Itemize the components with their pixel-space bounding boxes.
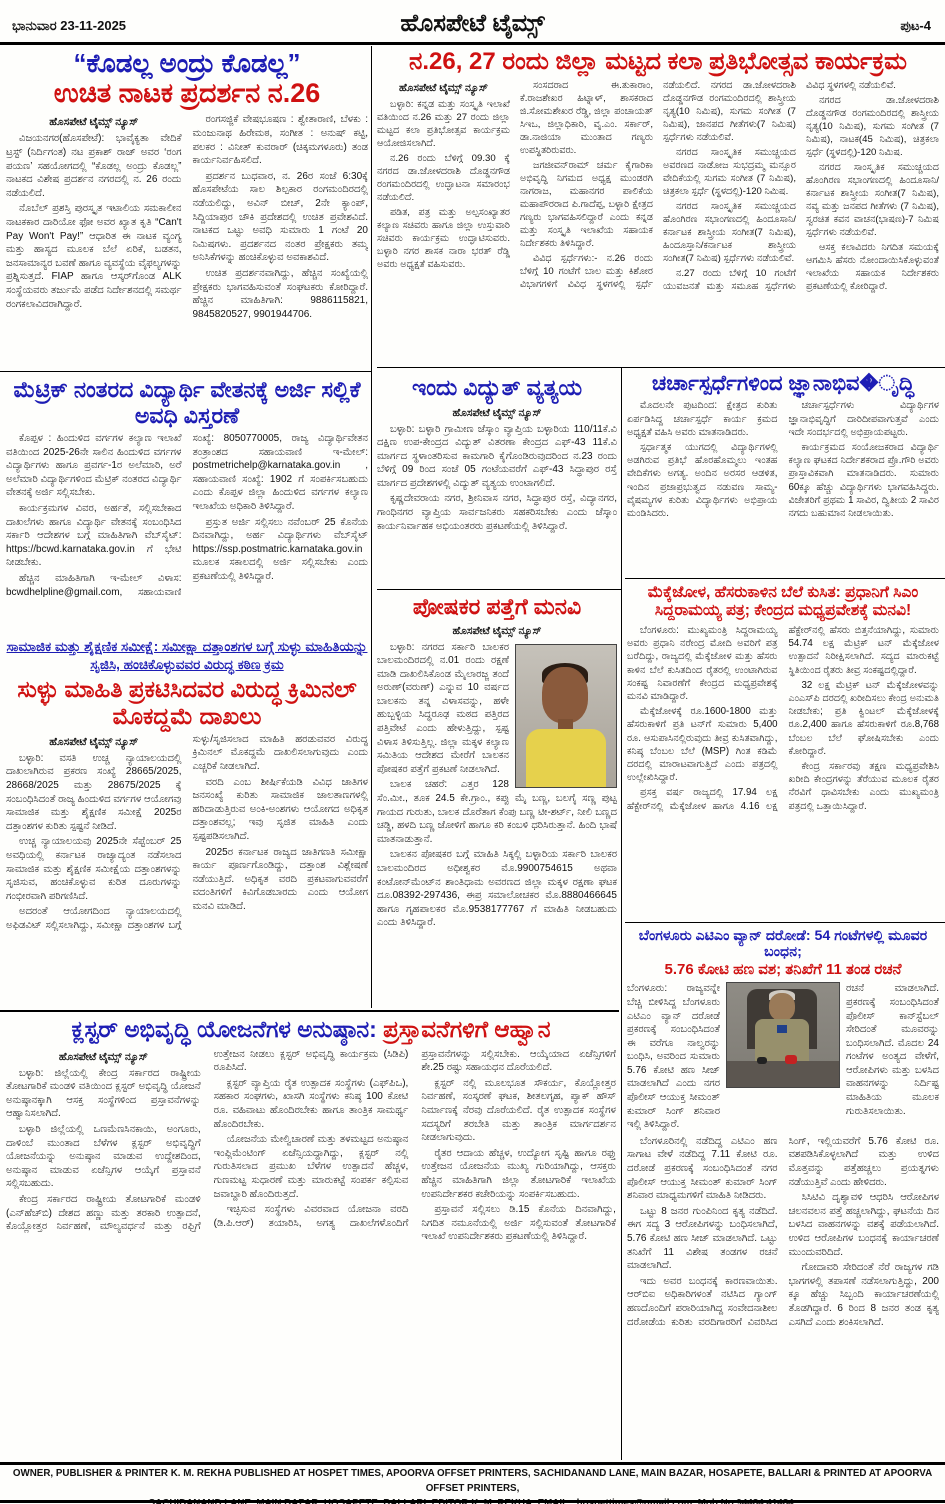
section-divider [377,589,621,590]
body-paragraph: ಬಳ್ಳಾರಿ: ಕನ್ನಡ ಮತ್ತು ಸಂಸ್ಕೃತಿ ಇಲಾಖೆ ವತಿಯಿಂದ ನ.26 ಮತ್ತು 27 ರಂದು ಜಿಲ್ಲಾ ಮಟ್ಟದ ಕಲಾ ಪ್ರತಿಭೋತ್ಸವ ಕಾರ್ಯಕ್ರಮ ಆಯೋಜಿಸಲಾಗಿದೆ. [377,98,510,149]
body-paragraph: ನಗರದ ಸಾಂಸ್ಕೃತಿಕ ಸಮುಚ್ಚಯದ ಹೊಂಗಿರಣ ಸಭಾಂಗಣದಲ್ಲಿ ಹಿಂದೂಸಾನಿ/ಕರ್ನಾಟಕ ಶಾಸ್ತ್ರೀಯ ಸಂಗೀತ(7 ನಿಮಿಷ), ಹಿಂದೂಸ್ತಾನಿ/ಕರ್ನಾಟಕ ಶಾಸ್ತ್ರೀಯ ಸಂಗೀತ(7 ನಿಮಿಷ) ಸ್ಪರ್ಧೆಗಳು ನಡೆಯಲಿವೆ. [663,200,796,264]
article-atm-robbery [627,928,939,1458]
headline: ಸುಳ್ಳು ಮಾಹಿತಿ ಪ್ರಕಟಿಸಿದವರ ವಿರುದ್ಧ ಕ್ರಿಮಿನಲ್ ಮೊಕದ್ದಮೆ ದಾಖಲು [17,676,357,730]
body-paragraph: ಸಂಸದರಾದ ಈ.ತುಕಾರಾಂ, ಕೆ.ರಾಜಶೇಖರ ಹಿಟ್ನಾಳ್, ಶಾಸಕರಾದ ಜಿ.ಸೋಮಶೇಖರ ರೆಡ್ಡಿ, ಜಿಲ್ಲಾ ಪಂಚಾಯತ್ ಸಿಇಒ, ಜಿಲ್ಲಾಧಿಕಾರಿ, ವೃ.ಎಂ. ಸರ್ಕಾರ್, ಡಾ.ನಾಜಿಯಾ ಮುಂತಾದ ಗಣ್ಯರು ಉಪಸ್ಥಿತರಿರುವರು. [520,79,653,156]
body-paragraph: ಮೊದಲನೇ ಪುಟದಿಂದ: ಕ್ಷೇತ್ರದ ಕುರಿತು ಏರ್ಪಡಿಸಿದ್ದ ಚರ್ಚಾಸ್ಪರ್ಧೆ ಕಾರ್ಯ ಕ್ರಮದ ಅಧ್ಯಕ್ಷತೆ ವಹಿಸಿ ಅವರು ಮಾತನಾಡಿದರು. [627,400,778,438]
body-paragraph: ಬಳ್ಳಾರಿ: ವಸತಿ ಉಚ್ಚ ನ್ಯಾಯಾಲಯದಲ್ಲಿ ದಾಖಲಾಗಿರುವ ಪ್ರಕರಣ ಸಂಖ್ಯೆ 28665/2025, 28668/2025 ಮತ್ತು 28675/2025 ಕ್ಕೆ ಸಂಬಂಧಿಸಿದಂತೆ ರಾಜ್ಯ ಹಿಂದುಳಿದ ವರ್ಗಗಳ ಆಯೋಗವು ಸಾಮಾಜಿಕ ಮತ್ತು ಶೈಕ್ಷಣಿಕ ಸಮೀಕ್ಷೆ 2025ರ ದತ್ತಾಂಶಗಳ ಕುರಿತು ಸ್ಪಷ್ಟನೆ ನೀಡಿದೆ. [6,752,182,832]
article-missing-boy-parents [377,594,617,1008]
body-paragraph: ನ.27 ರಂದು ಬೆಳಿಗ್ಗೆ 10 ಗಂಟೆಗೆ ಯುವಜನತೆ ಮತ್ತು ಸಮೂಹ ಸ್ಪರ್ಧೆಗಳು ವಿವಿಧ ಸ್ಥಳಗಳಲ್ಲಿ ನಡೆಯಲಿವೆ. [663,79,896,292]
body-paragraph: ಕೃಷ್ಣದೇವರಾಯ ನಗರ, ಶ್ರೀನಿವಾಸ ನಗರ, ಸಿದ್ಧಾಪುರ ರಸ್ತೆ, ವಿದ್ಯಾನಗರ, ಗಾಂಧಿನಗರ ವ್ಯಾಪ್ತಿಯ ಸಾರ್ವಜನಿಕರು ಸಹಕರಿಸಬೇಕು ಎಂದು ಜೆಸ್ಕಾಂ ಕಾರ್ಯನಿರ್ವಾಹಕ ಅಭಿಯಂತರರು ಪ್ರಕಟಣೆಯಲ್ಲಿ ತಿಳಿಸಿದ್ದಾರೆ. [377,493,617,532]
body-paragraph: ಪ್ರಸ್ತುತ ಅರ್ಜಿ ಸಲ್ಲಿಸಲು ನವೆಂಬರ್ 25 ಕೊನೆಯ ದಿನವಾಗಿದ್ದು, ಅರ್ಹ ವಿದ್ಯಾರ್ಥಿಗಳು ವೆಬ್‌ಸೈಟ್ https://ssp.postmatric.karnataka.gov.in ಮೂಲಕ ಸಕಾಲದಲ್ಲಿ ಅರ್ಜಿ ಸಲ್ಲಿಸಬೇಕು ಎಂದು ಪ್ರಕಟಣೆಯಲ್ಲಿ ತಿಳಿಸಿದ್ದಾರೆ. [192,516,368,582]
atm-right-column: ರಚನೆ ಮಾಡಲಾಗಿದೆ. ಪ್ರಕರಣಕ್ಕೆ ಸಂಬಂಧಿಸಿದಂತೆ ಪೊಲೀಸ್ ಕಾನ್‌ಸ್ಟೆಬಲ್ ಸೇರಿದಂತೆ ಮೂವರನ್ನು ಬಂಧಿಸಲಾಗಿದೆ. ಮೊದಲ 24 ಗಂಟೆಗಳ ಅಂತ್ಯದ ವೇಳೆಗೆ, ಆರೋಪಿಗಳು ಮತ್ತು ಬಳಸಿದ ವಾಹನಗಳನ್ನು ನಿರ್ದಿಷ್ಟ ಮಾಹಿತಿಯ ಮೂಲಕ ಗುರುತಿಸಲಾಯಿತು. [846,983,939,1117]
body-paragraph: ಕೇಂದ್ರ ಸರ್ಕಾರವು ತಕ್ಷಣ ಮಧ್ಯಪ್ರವೇಶಿಸಿ ಖರೀದಿ ಕೇಂದ್ರಗಳನ್ನು ತೆರೆಯುವ ಮೂಲಕ ರೈತರ ನೆರವಿಗೆ ಧಾವಿಸಬೇಕು ಎಂದು ಮುಖ್ಯಮಂತ್ರಿ ಪತ್ರದಲ್ಲಿ ಒತ್ತಾಯಿಸಿದ್ದಾರೆ. [788,760,939,812]
police-officer-photo [726,982,840,1088]
body-paragraph: ಹೆಚ್ಚಿನ ಮಾಹಿತಿಗಾಗಿ ಇ-ಮೇಲ್ ವಿಳಾಸ: bcwdhelpline@gmail.com, ಸಹಾಯವಾಣಿ ಸಂಖ್ಯೆ: 8050770005, ರಾಜ್ಯ ವಿದ್ಯಾರ್ಥಿವೇತನ ತಂತ್ರಾಂಶದ ಸಹಾಯವಾಣಿ ಇ-ಮೇಲ್: postmetrichelp@karnataka.gov.in , ಸಹಾಯವಾಣಿ ಸಂಖ್ಯೆ: 1902 ಗೆ ಸಂಪರ್ಕಿಸಬಹುದು ಎಂದು ಕೊಪ್ಪಳ ಜಿಲ್ಲಾ ಹಿಂದುಳಿದ ವರ್ಗಗಳ ಕಲ್ಯಾಣ ಇಲಾಖೆಯ ಅಧಿಕಾರಿ ತಿಳಿಸಿದ್ದಾರೆ. [6,433,368,598]
article-maize-price [627,584,939,920]
section-divider [377,367,945,368]
headline: ಮೆಟ್ರಿಕ್ ನಂತರದ ವಿದ್ಯಾರ್ಥಿ ವೇತನಕ್ಕೆ ಅರ್ಜಿ ಸಲ್ಲಿಕೆ ಅವಧಿ ವಿಸ್ತರಣೆ [13,377,361,428]
headline: ಪೋಷಕರ ಪತ್ತೆಗೆ ಮನವಿ [412,594,582,619]
byline: ಹೊಸಪೇಟೆ ಟೈಮ್ಸ್ ನ್ಯೂಸ್ [452,406,542,419]
body-paragraph: ಅದರಂತೆ ಆಯೋಗದಿಂದ ನ್ಯಾಯಾಲಯದಲ್ಲಿ ಅಫಿಡವಿಟ್ ಸಲ್ಲಿಸಲಾಗಿದ್ದು, ಸಮೀಕ್ಷಾ ದತ್ತಾಂಶಗಳ ಬಗ್ಗೆ ಸುಳ್ಳು/ಸೃಜಿಸಲಾದ ಮಾಹಿತಿ ಹರಡುವವರ ವಿರುದ್ಧ ಕ್ರಿಮಿನಲ್ ಮೊಕದ್ದಮೆ ದಾಖಲಿಸಲಾಗುವುದು ಎಂದು ಎಚ್ಚರಿಕೆ ನೀಡಲಾಗಿದೆ. [6,733,368,931]
body-paragraph: 32 ಲಕ್ಷ ಮೆಟ್ರಿಕ್ ಟನ್ ಮೆಕ್ಕೆಜೋಳವನ್ನು ಎಂಎಸ್‌ಪಿ ದರದಲ್ಲಿ ಖರೀದಿಸಲು ಕೇಂದ್ರ ಅನುಮತಿ ನೀಡಬೇಕು; ಪ್ರತಿ ಕ್ವಿಂಟಲ್ ಮೆಕ್ಕೆಜೋಳಕ್ಕೆ ರೂ.2,400 ಹಾಗೂ ಹೆಸರುಕಾಳಿಗೆ ರೂ.8,768 ಬೆಂಬಲ ಬೆಲೆ ಘೋಷಿಸಬೇಕು ಎಂದು ಕೋರಿದ್ದಾರೆ. [788,679,939,757]
article-body [627,399,939,522]
headline [6,1016,616,1043]
body-paragraph: ಯೋಜನೆಯ ಮೇಲ್ವಿಚಾರಣೆ ಮತ್ತು ತಳಮಟ್ಟದ ಅನುಷ್ಠಾನ ಇಂಪ್ಲಿಮೆಂಟಿಂಗ್ ಏಜೆನ್ಸಿಯದ್ದಾಗಿದ್ದು, ಕ್ಲಸ್ಟರ್ ನಲ್ಲಿ ಗುರುತಿಸಲಾದ ಪ್ರಮುಖ ಬೆಳೆಗಳ ಉತ್ಪಾದನೆ ಹೆಚ್ಚಳ, ಗುಣಮಟ್ಟ ಸುಧಾರಣೆ ಮತ್ತು ಮಾರುಕಟ್ಟೆ ಸಂಪರ್ಕ ಕಲ್ಪಿಸುವ ಜವಾಬ್ದಾರಿ ಹೊಂದಿರುತ್ತದೆ. [213,1134,409,1200]
article-body [377,79,939,293]
byline: ಹೊಸಪೇಟೆ ಟೈಮ್ಸ್ ನ್ಯೂಸ್ [49,116,139,129]
body-paragraph: ರಂಗಸಜ್ಜಿಕೆ ವೇಷಭೂಷಣ : ಶ್ವೇತಾರಾಣಿ, ಬೆಳಕು : ಮಂಜುನಾಥ ಹಿರೇಮಠ, ಸಂಗೀತ : ಅನುಷ್ ಕಟ್ಟಿ, ಪಲಕರ : ವಿನೀತ್ ಕುವರಾರ್ (ಚಿಕ್ಕಮಗಳೂರು) ತಂಡ ಕಾರ್ಯನಿರ್ವಹಿಸಲಿದೆ. [192,114,368,167]
body-paragraph: ಇಚ್ಛಿಸುವ ಸಂಸ್ಥೆಗಳು ವಿವರವಾದ ಯೋಜನಾ ವರದಿ (ಡಿ.ಪಿ.ಆರ್) ತಯಾರಿಸಿ, ಅಗತ್ಯ ದಾಖಲೆಗಳೊಂದಿಗೆ ಪ್ರಸ್ತಾವನೆಗಳನ್ನು ಸಲ್ಲಿಸಬೇಕು. ಆಯ್ಕೆಯಾದ ಏಜೆನ್ಸಿಗಳಿಗೆ ಶೇ.25 ರಷ್ಟು ಸಹಾಯಧನ ದೊರೆಯಲಿದೆ. [213,1048,616,1229]
imprint-footer [0,1466,945,1504]
body-paragraph: ಬಳ್ಳಾರಿ: ನಗರದ ಸರ್ಕಾರಿ ಬಾಲಕರ ಬಾಲಮಂದಿರದಲ್ಲಿ ನ.01 ರಂದು ರಕ್ಷಣೆ ಮಾಡಿ ದಾಖಲಿಸಿಕೊಂಡ ಮೈಲಾರಜ್ಜ ತಂದೆ ಅರುಣ್(ವರುಣ್) ಎನ್ನುವ 10 ವರ್ಷದ ಬಾಲಕನು ತನ್ನ ವಿಳಾಸವನ್ನು, ಹಳೇ ಹುಬ್ಬಳ್ಳಿಯ ಸಿದ್ಧರೂಢ ಮಠದ ಪತ್ತಿರದ ಪತ್ತಿವೇಟೆ ಎಂದು ಹೇಳುತ್ತಿದ್ದು, ಸ್ಪಷ್ಟ ವಿಳಾಸ ತಿಳಿಸುತ್ತಿಲ್ಲ. ಜಿಲ್ಲಾ ಮಕ್ಕಳ ಕಲ್ಯಾಣ ಸಮಿತಿಯ ಆದೇಶದ ಮೇರೆಗೆ ಬಾಲಕನ ಪೋಷಕರ ಪತ್ತೆಗೆ ಪ್ರಕಟಣೆ ನೀಡಲಾಗಿದೆ. [377,641,509,775]
photo-officer-face [769,993,795,1021]
article-body [6,113,368,321]
body-paragraph: ನಗರದ ಸಾಂಸ್ಕೃತಿಕ ಸಮುಚ್ಚಯದ ಅವರಣದ ನಾಡೋಜ ಸುಭದ್ರಮ್ಮ ಮನ್ಸೂರ ವೇದಿಕೆಯಲ್ಲಿ ಸುಗಮ ಸಂಗೀತ (7 ನಿಮಿಷ), ಚಿತ್ರಕಲಾ ಸ್ಪರ್ಧೆ (ಸ್ಥಳದಲ್ಲಿ)-120 ನಿಮಿಷ. [663,146,796,197]
body-paragraph: ಪ್ರಸಕ್ತ ವರ್ಷ ರಾಜ್ಯದಲ್ಲಿ 17.94 ಲಕ್ಷ ಹೆಕ್ಟೇರ್‌ನಲ್ಲಿ ಮೆಕ್ಕೆಜೋಳ ಹಾಗೂ 4.16 ಲಕ್ಷ ಹೆಕ್ಟೇರ್‌ನಲ್ಲಿ ಹೆಸರು ಬಿತ್ತನೆಯಾಗಿದ್ದು, ಸುಮಾರು 54.74 ಲಕ್ಷ ಮೆಟ್ರಿಕ್ ಟನ್ ಮೆಕ್ಕೆಜೋಳ ಉತ್ಪಾದನೆ ನಿರೀಕ್ಷಿಸಲಾಗಿದೆ. ಸದ್ಯದ ಮಾರುಕಟ್ಟೆ ಸ್ಥಿತಿಯಿಂದ ರೈತರು ತೀವ್ರ ಸಂಕಷ್ಟದಲ್ಲಿದ್ದಾರೆ. [627,624,939,812]
article-debate [627,372,939,576]
body-paragraph: ವರದಿ ಎಂಬ ಶೀರ್ಷಿಕೆಯಡಿ ವಿವಿಧ ಜಾತಿಗಳ ಜನಸಂಖ್ಯೆ ಕುರಿತು ಸಾಮಾಜಿಕ ಜಾಲತಾಣಗಳಲ್ಲಿ ಹರಿದಾಡುತ್ತಿರುವ ಅಂಕಿ-ಅಂಶಗಳು ಆಯೋಗದ ಅಧಿಕೃತ ದತ್ತಾಂಶವಲ್ಲ; ಇವು ಸೃಜಿತ ಮಾಹಿತಿ ಎಂದು ಸ್ಪಷ್ಟಪಡಿಸಲಾಗಿದೆ. [192,776,368,842]
body-paragraph: ನೊಬೆಲ್ ಪ್ರಶಸ್ತಿ ಪುರಸ್ಕೃತ ಇಟಾಲಿಯ ಸಮಕಾಲೀನ ನಾಟಕಕಾರ ದಾರಿಯೋ ಫೋ ಅವರ ಖ್ಯಾತ ಕೃತಿ “Can't Pay Won't Pay!” ಆಧಾರಿತ ಈ ನಾಟಕ ವ್ಯಂಗ್ಯ ಮತ್ತು ಹಾಸ್ಯದ ಮೂಲಕ ಬೆಲೆ ಏರಿಕೆ, ಬಡತನ, ಜನಸಾಮಾನ್ಯರ ಬವಣೆ ಹಾಗೂ ವ್ಯವಸ್ಥೆಯ ವೈಫಲ್ಯಗಳನ್ನು ಪ್ರಶ್ನಿಸುತ್ತದೆ. FIAP ಹಾಗೂ ಆಸ್ಕರ್‌ಗೊಂಡ ALK ಸಂಸ್ಥೆಯವರು ತರ್ಜುಮೆ ಪಡೆದ ನಿರ್ದೇಶನದಲ್ಲಿ ಸಮರ್ಥ ರಂಗಕಲಾವಿದರಾಗಿದ್ದಾರೆ. [6,203,182,310]
article-power-outage [377,374,617,586]
body-paragraph: ವಿವಿಧ ಸ್ಪರ್ಧೆಗಳು:- ನ.26 ರಂದು ಬೆಳಿಗ್ಗೆ 10 ಗಂಟೆಗೆ ಬಾಲ ಮತ್ತು ಕಿಶೋರ ವಿಭಾಗಗಳಿಗೆ ವಿವಿಧ ಸ್ಥಳಗಳಲ್ಲಿ ಸ್ಪರ್ಧೆ ನಡೆಯಲಿದೆ. ನಗರದ ಡಾ.ಜೋಳದರಾಶಿ ದೊಡ್ಡನಗೌಡ ರಂಗಮಂದಿರದಲ್ಲಿ ಶಾಸ್ತ್ರೀಯ ನೃತ್ಯ(10 ನಿಮಿಷ), ಸುಗಮ ಸಂಗೀತ (7 ನಿಮಿಷ), ಜಾನಪದ ಗೀತೆಗಳು(7 ನಿಮಿಷ) ಸ್ಪರ್ಧೆಗಳು ನಡೆಯಲಿವೆ. [520,79,796,290]
article-scholarship [6,377,368,632]
headline: ನ.26, 27 ರಂದು ಜಿಲ್ಲಾ ಮಟ್ಟದ ಕಲಾ ಪ್ರತಿಭೋತ್ಸವ ಕಾರ್ಯಕ್ರಮ [409,48,907,75]
headline: ಮೆಕ್ಕೆಜೋಳ, ಹೆಸರುಕಾಳಿನ ಬೆಲೆ ಕುಸಿತ: ಪ್ರಧಾನಿಗೆ ಸಿಎಂ [647,584,919,601]
body-paragraph: ಇದು ಅವರ ಬಂಧನಕ್ಕೆ ಕಾರಣವಾಯಿತು. ಆರ್‌ಬಿಐ ಅಧಿಕಾರಿಗಳಂತೆ ನಟಿಸಿದ ಗ್ಯಾಂಗ್ ಹಣದೊಂದಿಗೆ ಪರಾರಿಯಾಗಿದ್ದ ಸಂವೇದನಾಶೀಲ ದರೋಡೆಯ ಕುರಿತು ವರದಿಗಾರರಿಗೆ ವಿವರಿಸಿದ ಸಿಂಗ್, ಇಲ್ಲಿಯವರೆಗೆ 5.76 ಕೋಟಿ ರೂ. ವಶಪಡಿಸಿಕೊಳ್ಳಲಾಗಿದೆ ಮತ್ತು ಉಳಿದ ಮೊತ್ತವನ್ನು ಪತ್ತೆಹಚ್ಚಲು ಪ್ರಯತ್ನಗಳು ನಡೆಯುತ್ತಿವೆ ಎಂದು ಹೇಳಿದರು. [627,1135,939,1328]
body-paragraph: ವಿಜಯನಗರ(ಹೊಸಪೇಟೆ): ಭಾವೈಕ್ಯತಾ ವೇದಿಕೆ ಟ್ರಸ್ಟ್ (ನಿರ್ದಿಗಂತ) ನಟ ಪ್ರಕಾಶ್ ರಾಜ್ ಅವರ ‘ರಂಗ ಪಯಣ’ ಸಹಯೋಗದಲ್ಲಿ “ಕೊಡಲ್ಲ ಅಂದ್ರು ಕೊಡಲ್ಲ” ನಾಟಕದ ವಿಶೇಷ ಪ್ರದರ್ಶನ ನಗರದಲ್ಲಿ ನ. 26 ರಂದು ನಡೆಯಲಿದೆ. [6,133,182,199]
body-paragraph: ಬಳ್ಳಾರಿ: ಬಳ್ಳಾರಿ ಗ್ರಾಮೀಣ ಜೆಸ್ಕಾಂ ವ್ಯಾಪ್ತಿಯ ಬಳ್ಳಾರಿಯ 110/11ಕೆ.ವಿ ದಕ್ಷಿಣ ಉಪ-ಕೇಂದ್ರದ ವಿದ್ಯುತ್ ವಿತರಣಾ ಕೇಂದ್ರದ ಎಫ್-43 11ಕೆ.ವಿ ಮಾರ್ಗದ ಸ್ಥಳಾಂತರಿಸುವ ಕಾಮಗಾರಿ ಕೈಗೊಂಡಿರುವುದರಿಂದ ನ.23 ರಂದು ಬೆಳಿಗ್ಗೆ 09 ರಿಂದ ಸಂಜೆ 05 ಗಂಟೆಯವರೆಗೆ ಎಫ್-43 ಸಿದ್ಧಾಪುರ ರಸ್ತೆ ಮಾರ್ಗದ ಪ್ರದೇಶಗಳಲ್ಲಿ ವಿದ್ಯುತ್ ವ್ಯತ್ಯಯ ಉಂಟಾಗಲಿದೆ. [377,423,617,489]
body-paragraph: ಆಸಕ್ತ ಕಲಾವಿದರು ನಿಗದಿತ ಸಮಯಕ್ಕೆ ಆಗಮಿಸಿ ಹೆಸರು ನೋಂದಾಯಿಸಿಕೊಳ್ಳುವಂತೆ ಇಲಾಖೆಯ ಸಹಾಯಕ ನಿರ್ದೇಶಕರು ಪ್ರಕಟಣೆಯಲ್ಲಿ ಕೋರಿದ್ದಾರೆ. [806,241,939,292]
byline: ಹೊಸಪೇಟೆ ಟೈಮ್ಸ್ ನ್ಯೂಸ್ [452,624,542,637]
photo-boy-shirt [526,729,606,787]
photo-boy-face [542,667,588,723]
body-paragraph: ರೈತರ ಆದಾಯ ಹೆಚ್ಚಳ, ಉದ್ಯೋಗ ಸೃಷ್ಟಿ ಹಾಗೂ ರಫ್ತು ಉತ್ತೇಜನ ಯೋಜನೆಯ ಮುಖ್ಯ ಗುರಿಯಾಗಿದ್ದು, ಆಸಕ್ತರು ಹೆಚ್ಚಿನ ಮಾಹಿತಿಗಾಗಿ ಜಿಲ್ಲಾ ತೋಟಗಾರಿಕೆ ಇಲಾಖೆಯ ಉಪನಿರ್ದೇಶಕರ ಕಚೇರಿಯನ್ನು ಸಂಪರ್ಕಿಸಬಹುದು. [421,1147,616,1200]
article-body [6,432,368,599]
headline: ಇಂದು ವಿದ್ಯುತ್ ವ್ಯತ್ಯಯ [411,375,583,400]
article-natak [6,48,368,368]
headline: ಬೆಂಗಳೂರು ಎಟಿಎಂ ವ್ಯಾನ್ ದರೋಡೆ: 54 ಗಂಟೆಗಳಲ್ಲಿ ಮೂವರ ಬಂಧನ; [638,928,928,961]
body-paragraph: ನಗರದ ಸಾಂಸ್ಕೃತಿಕ ಸಮುಚ್ಚಯದ ಹೊಂಗಿರಣ ಸಭಾಂಗಣದಲ್ಲಿ ಹಿಂದೂಸಾನಿ/ಕರ್ನಾಟಕ ಶಾಸ್ತ್ರೀಯ ಸಂಗೀತ(7 ನಿಮಿಷ), ನವ್ಯ ಮತ್ತು ಜನಪದ ಗೀತೆಗಳು (7 ನಿಮಿಷ), ಸ್ವರಚಿತ ಕವನ ವಾಚನ(ಭಾಷಣ)-7 ನಿಮಿಷ ಸ್ಪರ್ಧೆಗಳು ನಡೆಯಲಿವೆ. [806,161,939,238]
body-paragraph: ಪಡಿತ, ಪತ್ರ ಮತ್ತು ಅಲ್ಪಸಂಖ್ಯಾತರ ಕಲ್ಯಾಣ ಸಚಿವರು ಹಾಗೂ ಜಿಲ್ಲಾ ಉಸ್ತುವಾರಿ ಸಚಿವರು ಕಾರ್ಯಕ್ರಮ ಉದ್ಘಾಟಿಸುವರು. ಬಳ್ಳಾರಿ ನಗರ ಶಾಸಕ ನಾರಾ ಭರತ್ ರೆಡ್ಡಿ ಅವರು ಅಧ್ಯಕ್ಷತೆ ವಹಿಸುವರು. [377,206,510,270]
headline-part-red: ಪ್ರಸ್ತಾವನೆಗಳಿಗೆ ಆಹ್ವಾನ [383,1016,551,1042]
body-paragraph: ಪ್ರಸ್ತಾವನೆ ಸಲ್ಲಿಸಲು ಡಿ.15 ಕೊನೆಯ ದಿನವಾಗಿದ್ದು, ನಿಗದಿತ ನಮೂನೆಯಲ್ಲಿ ಅರ್ಜಿ ಸಲ್ಲಿಸುವಂತೆ ತೋಟಗಾರಿಕೆ ಇಲಾಖೆ ಉಪನಿರ್ದೇಶಕರು ಪ್ರಕಟಣೆಯಲ್ಲಿ ತಿಳಿಸಿದ್ದಾರೆ. [421,1204,616,1243]
body-paragraph: ಚರ್ಚಾಸ್ಪರ್ಧೆಗಳು ವಿದ್ಯಾರ್ಥಿಗಳ ಜ್ಞಾನಾಭಿವೃದ್ಧಿಗೆ ದಾರಿದೀಪವಾಗುತ್ತವೆ ಎಂದು ಇದೇ ಸಂದರ್ಭದಲ್ಲಿ ಅಭಿಪ್ರಾಯಪಟ್ಟರು. [788,400,939,438]
body-paragraph: ಬಾಲಕನ ಪೋಷಕರ ಬಗ್ಗೆ ಮಾಹಿತಿ ಸಿಕ್ಕಲ್ಲಿ ಬಳ್ಳಾರಿಯ ಸರ್ಕಾರಿ ಬಾಲಕರ ಬಾಲಮಂದಿರದ ಅಧೀಶ್ವಕರ ಮೊ.9900754615 ಅಥವಾ ಕಂಟೋನ್‌ಮೆಂಟ್‌ನ ಶಾಂತಿಧಾಮ ಅವರಣದ ಜಿಲ್ಲಾ ಮಕ್ಕಳ ರಕ್ಷಣಾ ಘಟಕ ದೂ.08392-297436, ಈಪ್ರ ಸಮಾಲೋಚಕರ ಮೊ.8880466645 ಹಾಗೂ ಗೃಹಪಾಲಕರ ಮೊ.9538177767 ಗೆ ಮಾಹಿತಿ ನೀಡಬಹುದು ಎಂದು ತಿಳಿಸಿದ್ದಾರೆ. [377,849,617,929]
body-paragraph: ಬೆಂಗಳೂರಿನಲ್ಲಿ ನಡೆದಿದ್ದ ಎಟಿಎಂ ಹಣ ಸಾಗಾಟ ವೇಳೆ ನಡೆದಿದ್ದ 7.11 ಕೋಟಿ ರೂ. ದರೋಡೆ ಪ್ರಕರಣಕ್ಕೆ ಸಂಬಂಧಿಸಿದಂತೆ ನಗರ ಪೊಲೀಸ್ ಆಯುಕ್ತ ಸೀಮಂತ್ ಕುಮಾರ್ ಸಿಂಗ್ ಶನಿವಾರ ಮಾಧ್ಯಮಗಳಿಗೆ ಮಾಹಿತಿ ನೀಡಿದರು. [627,1135,778,1202]
article-body [627,1135,939,1330]
article-kala-pratibhotsava [377,48,939,364]
body-paragraph: ಉಚ್ಚ ನ್ಯಾಯಾಲಯವು 2025ನೇ ಸೆಪ್ಟೆಂಬರ್ 25 ಅವಧಿಯಲ್ಲಿ ಕರ್ನಾಟಕ ರಾಜ್ಯಾದ್ಯಂತ ನಡೆಸಲಾದ ಸಾಮಾಜಿಕ ಮತ್ತು ಶೈಕ್ಷಣಿಕ ಸಮೀಕ್ಷೆಯ ದತ್ತಾಂಶಗಳನ್ನು ಸೃಜಿಸುವ, ಹಂಚಿಕೊಳ್ಳುವ ಕುರಿತ ದೂರುಗಳನ್ನು ಗಂಭೀರವಾಗಿ ಪರಿಗಣಿಸಿದೆ. [6,836,182,902]
byline: ಹೊಸಪೇಟೆ ಟೈಮ್ಸ್ ನ್ಯೂಸ್ [58,1050,148,1063]
article-body [377,423,617,534]
footer-line-1: OWNER, PUBLISHER & PRINTER K. M. REKHA PUBLISHED AT HOSPET TIMES, APOORVA OFFSET PRINTERS, SACHIDANAND LANE, MAIN BAZAR, HOSAPETE, BALLARI & PRINTED AT APOORVA OFFSET PRINTERS, [12,1468,933,1494]
body-paragraph: ಪ್ರದರ್ಶನ ಬುಧವಾರ, ನ. 26ರ ಸಂಜೆ 6:30ಕ್ಕೆ ಹೊಸಪೇಟೆಯ ಸಾಲ ಶಿಲ್ಪಕಾರ ರಂಗಮಂದಿರದಲ್ಲಿ ನಡೆಯಲಿದ್ದು, ಅವಿನ್ ಬೀಚ್, 2ನೇ ಕ್ಯಾಂಪ್, ಸಿದ್ದಿಯಾಪುರ ಚೌಕಿ ಪ್ರದೇಶದಲ್ಲಿ ಉಚಿತ ಪ್ರವೇಶವಿದೆ. ನಾಟಕದ ಒಟ್ಟು ಅವಧಿ ಸುಮಾರು 1 ಗಂಟೆ 20 ನಿಮಿಷಗಳು. ಪ್ರದರ್ಶನದ ನಂತರ ಪ್ರೇಕ್ಷಕರು ತಮ್ಮ ಅನಿಸಿಕೆಗಳನ್ನು ಹಂಚಿಕೊಳ್ಳುವ ಅವಕಾಶವಿದೆ. [192,170,368,264]
body-paragraph: ಕೊಪ್ಪಳ : ಹಿಂದುಳಿದ ವರ್ಗಗಳ ಕಲ್ಯಾಣ ಇಲಾಖೆ ವತಿಯಿಂದ 2025-26ನೇ ಸಾಲಿನ ಹಿಂದುಳಿದ ವರ್ಗಗಳ ವಿದ್ಯಾರ್ಥಿಗಳು ಹಾಗೂ ಪ್ರವರ್ಗ-1ರ ಅಲೆಮಾರಿ, ಅರೆ ಅಲೆಮಾರಿ ವಿದ್ಯಾರ್ಥಿಗಳಿಂದ ಮೆಟ್ರಿಕ್ ನಂತರದ ವಿದ್ಯಾರ್ಥಿ ವೇತನಕ್ಕೆ ಅರ್ಜಿ ಸಲ್ಲಿಸಬೇಕು. [6,433,182,499]
body-paragraph: ಒಟ್ಟು 8 ಜನರ ಗುಂಪಿನಿಂದ ಕೃತ್ಯ ನಡೆದಿದೆ. ಈಗ ಸದ್ಯ 3 ಆರೋಪಿಗಳನ್ನು ಬಂಧಿಸಲಾಗಿದೆ, 5.76 ಕೋಟಿ ಹಣ ಸೀಜ್ ಮಾಡಲಾಗಿದೆ. ಒಟ್ಟು ತನಿಖೆಗೆ 11 ವಿಶೇಷ ತಂಡಗಳ ರಚನೆ ಮಾಡಲಾಗಿದೆ. [627,1205,778,1272]
headline: ಉಚಿತ ನಾಟಕ ಪ್ರದರ್ಶನ ನ.26 [53,78,321,109]
kicker: ಸಾಮಾಜಿಕ ಮತ್ತು ಶೈಕ್ಷಣಿಕ ಸಮೀಕ್ಷೆ: ಸಮೀಕ್ಷಾ ದತ್ತಾಂಶಗಳ ಬಗ್ಗೆ ಸುಳ್ಳು ಮಾಹಿತಿಯನ್ನು ಸೃಜಿಸಿ, ಹಂಚಿಕೊಳ್ಳುವವರ ವಿರುದ್ಧ ಕಠಿಣ ಕ್ರಮ [6,639,368,673]
body-paragraph: ಕ್ಲಸ್ಟರ್ ವ್ಯಾಪ್ತಿಯ ರೈತ ಉತ್ಪಾದಕ ಸಂಸ್ಥೆಗಳು (ಎಫ್‌ಪಿಒ), ಸಹಕಾರ ಸಂಘಗಳು, ಖಾಸಗಿ ಸಂಸ್ಥೆಗಳು ಕನಿಷ್ಠ 100 ಕೋಟಿ ರೂ. ವಹಿವಾಟು ಹೊಂದಿರಬೇಕು ಹಾಗೂ ತಾಂತ್ರಿಕ ಸಾಮರ್ಥ್ಯ ಹೊಂದಿರಬೇಕು. [213,1077,409,1130]
body-paragraph: ಉಚಿತ ಪ್ರದರ್ಶನವಾಗಿದ್ದು, ಹೆಚ್ಚಿನ ಸಂಖ್ಯೆಯಲ್ಲಿ ಪ್ರೇಕ್ಷಕರು ಭಾಗವಹಿಸುವಂತೆ ಸಂಘಟಕರು ಕೋರಿದ್ದಾರೆ. ಹೆಚ್ಚಿನ ಮಾಹಿತಿಗಾಗಿ: 9886115821, 9845820527, 9901944706. [192,268,368,320]
masthead-rule [0,42,945,45]
section-divider [0,371,371,372]
footer-rule-top [0,1462,945,1465]
masthead [0,6,945,42]
body-paragraph: ಕಾರ್ಯಕ್ರಮದ ಸಂಯೋಜಕರಾದ ವಿದ್ಯಾರ್ಥಿ ಕಲ್ಯಾಣ ಘಟಕದ ನಿರ್ದೇಶಕರಾದ ಪ್ರೊ.ಗೌರಿ ಅವರು ಪ್ರಾಸ್ತಾವಿಕವಾಗಿ ಮಾತನಾಡಿದರು. ಸುಮಾರು 60ಕ್ಕೂ ಹೆಚ್ಚು ವಿದ್ಯಾರ್ಥಿಗಳು ಭಾಗವಹಿಸಿದ್ದರು. ವಿಜೇತರಿಗೆ ಪ್ರಥಮ 1 ಸಾವಿರ, ದ್ವಿತೀಯ 2 ಸಾವಿರ ನಗದು ಬಹುಮಾನ ನೀಡಲಾಯಿತು. [788,441,939,519]
body-paragraph: ಬೆಂಗಳೂರು: ಮುಖ್ಯಮಂತ್ರಿ ಸಿದ್ದರಾಮಯ್ಯ ಅವರು ಪ್ರಧಾನಿ ನರೇಂದ್ರ ಮೋದಿ ಅವರಿಗೆ ಪತ್ರ ಬರೆದಿದ್ದು, ರಾಜ್ಯದಲ್ಲಿ ಮೆಕ್ಕೆಜೋಳ ಮತ್ತು ಹೆಸರು ಕಾಳಿನ ಬೆಲೆ ಕುಸಿತದಿಂದ ರೈತರಲ್ಲಿ ಉಂಟಾಗಿರುವ ಸಂಕಷ್ಟ ನಿವಾರಣೆಗೆ ಕೇಂದ್ರದ ಮಧ್ಯಪ್ರವೇಶಕ್ಕೆ ಮನವಿ ಮಾಡಿದ್ದಾರೆ. [627,624,778,702]
body-paragraph: ನ.26 ರಂದು ಬೆಳಿಗ್ಗೆ 09.30 ಕ್ಕೆ ನಗರದ ಡಾ.ಜೋಳದರಾಶಿ ದೊಡ್ಡನಗೌಡ ರಂಗಮಂದಿರದಲ್ಲಿ ಉದ್ಘಾಟನಾ ಸಮಾರಂಭ ನಡೆಯಲಿದೆ. [377,152,510,203]
photo-red-microphone [785,1055,797,1064]
photo-desk [727,1061,839,1087]
photo-microphone [757,1057,767,1064]
body-paragraph: ಗೋದಾವರಿ ಸೇರಿದಂತೆ ನೆರೆ ರಾಜ್ಯಗಳ ಗಡಿ ಭಾಗಗಳಲ್ಲಿ ತಪಾಸಣೆ ನಡೆಸಲಾಗುತ್ತಿದ್ದು, 200 ಕ್ಕೂ ಹೆಚ್ಚು ಸಿಬ್ಬಂದಿ ಕಾರ್ಯಾಚರಣೆಯಲ್ಲಿ ತೊಡಗಿದ್ದಾರೆ. 6 ರಿಂದ 8 ಜನರ ತಂಡ ಕೃತ್ಯ ಎಸಗಿದೆ ಎಂದು ಶಂಕಿಸಲಾಗಿದೆ. [788,1262,939,1328]
body-paragraph: ಸಿಸಿಟಿವಿ ದೃಶ್ಯಾವಳಿ ಆಧರಿಸಿ ಆರೋಪಿಗಳ ಚಲನವಲನ ಪತ್ತೆ ಹಚ್ಚಲಾಗಿದ್ದು, ಘಟನೆಯ ದಿನ ಬಳಸಿದ ವಾಹನಗಳನ್ನು ವಶಕ್ಕೆ ಪಡೆಯಲಾಗಿದೆ. ಉಳಿದ ಆರೋಪಿಗಳ ಬಂಧನಕ್ಕೆ ಕಾರ್ಯಾಚರಣೆ ಮುಂದುವರಿದಿದೆ. [788,1192,939,1258]
atm-left-column: ಬೆಂಗಳೂರು: ರಾಜ್ಯವನ್ನೇ ಬೆಚ್ಚಿ ಬೀಳಿಸಿದ್ದ ಬೆಂಗಳೂರು ಎಟಿಎಂ ವ್ಯಾನ್ ದರೋಡೆ ಪ್ರಕರಣಕ್ಕೆ ಸಂಬಂಧಿಸಿದಂತೆ ಈ ವರೆಗೂ ನಾಲ್ವರನ್ನು ಬಂಧಿಸಿ, ಅವರಿಂದ ಸುಮಾರು 5.76 ಕೋಟಿ ಹಣ ಸೀಜ್ ಮಾಡಲಾಗಿದೆ ಎಂದು ನಗರ ಪೊಲೀಸ್ ಆಯುಕ್ತ ಸೀಮಂತ್ ಕುಮಾರ್ ಸಿಂಗ್ ಶನಿವಾರ ಇಲ್ಲಿ ತಿಳಿಸಿದ್ದಾರೆ. [627,983,720,1131]
masthead-title: ಹೊಸಪೇಟೆ ಟೈಮ್ಸ್ [400,10,545,37]
masthead-date: ಭಾನುವಾರ 23-11-2025 [12,18,127,33]
footer-rule-bottom [0,1500,945,1503]
headline: ಸಿದ್ದರಾಮಯ್ಯ ಪತ್ರ; ಕೇಂದ್ರದ ಮಧ್ಯಪ್ರವೇಶಕ್ಕೆ ಮನವಿ! [654,601,912,619]
body-paragraph: ಮೆಕ್ಕೆಜೋಳಕ್ಕೆ ರೂ.1600-1800 ಮತ್ತು ಹೆಸರುಕಾಳಿಗೆ ಪ್ರತಿ ಟನ್‌ಗೆ ಸುಮಾರು 5,400 ರೂ. ಆಸುಪಾಸಿನಲ್ಲಿರುವುದು ತೀವ್ರ ಕುಸಿತವಾಗಿದ್ದು, ಕನಿಷ್ಠ ಬೆಂಬಲ ಬೆಲೆ (MSP) ಗಿಂತ ಕಡಿಮೆ ದರದಲ್ಲಿ ಮಾರಾಟವಾಗುತ್ತಿದೆ ಎಂದು ಪತ್ರದಲ್ಲಿ ಉಲ್ಲೇಖಿಸಿದ್ದಾರೆ. [627,706,778,784]
missing-boy-photo [515,644,617,788]
body-paragraph: ಕ್ಲಸ್ಟರ್ ನಲ್ಲಿ ಮೂಲಭೂತ ಸೌಕರ್ಯ, ಕೊಯ್ಲೋತ್ತರ ನಿರ್ವಹಣೆ, ಸಂಸ್ಕರಣೆ ಘಟಕ, ಶೀತಲಗೃಹ, ಪ್ಯಾಕ್ ಹೌಸ್ ನಿರ್ಮಾಣಕ್ಕೆ ನೆರವು ದೊರೆಯಲಿದೆ. ರೈತ ಉತ್ಪಾದಕ ಸಂಸ್ಥೆಗಳ ಸದಸ್ಯರಿಗೆ ತರಬೇತಿ ಮತ್ತು ತಾಂತ್ರಿಕ ಮಾರ್ಗದರ್ಶನ ನೀಡಲಾಗುವುದು. [421,1077,616,1144]
article-body [6,1048,616,1244]
column-divider [621,368,622,1460]
body-paragraph: ನಗರದ ಡಾ.ಜೋಳದರಾಶಿ ದೊಡ್ಡನಗೌಡ ರಂಗಮಂದಿರದಲ್ಲಿ ಶಾಸ್ತ್ರೀಯ ನೃತ್ಯ(10 ನಿಮಿಷ), ಸುಗಮ ಸಂಗೀತ (7 ನಿಮಿಷ), ನಾಟಕ(45 ನಿಮಿಷ), ಚಿತ್ರಕಲಾ ಸ್ಪರ್ಧೆ (ಸ್ಥಳದಲ್ಲಿ)-120 ನಿಮಿಷ. [806,94,939,158]
section-divider [625,922,945,923]
headline: ಚರ್ಚಾಸ್ಪರ್ಧೆಗಳಿಂದ ಜ್ಞಾನಾಭಿವ�ೃದ್ಧಿ [651,372,915,395]
section-divider [0,1010,619,1012]
byline: ಹೊಸಪೇಟೆ ಟೈಮ್ಸ್ ನ್ಯೂಸ್ [49,735,139,748]
column-divider [371,46,372,1008]
byline: ಹೊಸಪೇಟೆ ಟೈಮ್ಸ್ ನ್ಯೂಸ್ [398,81,489,94]
body-paragraph: ಕೇಂದ್ರ ಸರ್ಕಾರದ ರಾಷ್ಟ್ರೀಯ ತೋಟಗಾರಿಕೆ ಮಂಡಳಿ (ಎನ್‌ಹೆಚ್‌ಬಿ) ದೇಶದ ಹಣ್ಣು ಮತ್ತು ತರಕಾರಿ ಉತ್ಪಾದನೆ, ಕೊಯ್ಲೋತ್ತರ ನಿರ್ವಹಣೆ, ಮೌಲ್ಯವರ್ಧನೆ ಮತ್ತು ರಫ್ತಿಗೆ ಉತ್ತೇಜನ ನೀಡಲು ಕ್ಲಸ್ಟರ್ ಅಭಿವೃದ್ಧಿ ಕಾರ್ಯಕ್ರಮ (ಸಿಡಿಪಿ) ರೂಪಿಸಿದೆ. [6,1048,409,1233]
body-paragraph: 2025ರ ಕರ್ನಾಟಕ ರಾಜ್ಯದ ಜಾತಿಗಣತಿ ಸಮೀಕ್ಷಾ ಕಾರ್ಯ ಪೂರ್ಣಗೊಂಡಿದ್ದು, ದತ್ತಾಂಶ ವಿಶ್ಲೇಷಣೆ ನಡೆಯುತ್ತಿದೆ. ಅಧಿಕೃತ ವರದಿ ಪ್ರಕಟವಾಗುವವರೆಗೆ ವದಂತಿಗಳಿಗೆ ಕಿವಿಗೊಡಬಾರದು ಎಂದು ಆಯೋಗ ಮನವಿ ಮಾಡಿದೆ. [192,846,368,912]
headline: 5.76 ಕೋಟಿ ಹಣ ವಶ; ತನಿಖೆಗೆ 11 ತಂಡ ರಚನೆ [664,960,902,978]
article-body [627,624,939,814]
body-paragraph: ಬಾಲಕ ಚಹರೆ: ಎತ್ತರ 128 ಸೆಂ.ಮೀ., ತೂಕ 24.5 ಕೇ.ಗ್ರಾಂ., ಕಪ್ಪು ಮೈ ಬಣ್ಣ, ಬಲಗೈ ಸಣ್ಣ ಪುಟ್ಟ ಗಾಯದ ಗುರುತು, ಬಾಲಕ ದೊರೆತಾಗ ಕೆಂಪು ಬಣ್ಣ ಟೀ-ಶರ್ಟ್, ನೀಲಿ ಬಣ್ಣದ ಚಡ್ಡಿ, ಹಳದಿ ಬಣ್ಣ ಜೋಳಿಗೆ ಹಾಗೂ ಕರಿ ಕಂಬಳಿ ಧರಿಸಿರುತ್ತಾನೆ. ಹಿಂದಿ ಭಾಷೆ ಮಾತನಾಡುತ್ತಾನೆ. [377,779,617,845]
photo-officer-badge [777,1025,787,1033]
body-paragraph: ಸ್ಪರ್ಧಾತ್ಮಕ ಯುಗದಲ್ಲಿ ವಿದ್ಯಾರ್ಥಿಗಳಲ್ಲಿ ಅಡಗಿರುವ ಪ್ರತಿಭೆ ಹೊರಹೊಮ್ಮಲು ಇಂತಹ ವೇದಿಕೆಗಳು ಅಗತ್ಯ. ಅಂದಿನ ಅರಸರ ಆಡಳಿತ, ಇಂದಿನ ಪ್ರಜಾಪ್ರಭುತ್ವದ ನಡುವಣ ಸಾಮ್ಯ-ವೈಷಮ್ಯಗಳ ಕುರಿತು ವಿದ್ಯಾರ್ಥಿಗಳು ಅಭಿಪ್ರಾಯ ಮಂಡಿಸಿದರು. [627,441,778,519]
body-paragraph: ಬಳ್ಳಾರಿ ಜಿಲ್ಲೆಯಲ್ಲಿ ಒಣಮೆಣಸಿನಕಾಯಿ, ಅಂಗೂರು, ದಾಳಿಂಬೆ ಮುಂತಾದ ಬೆಳೆಗಳ ಕ್ಲಸ್ಟರ್ ಅಭಿವೃದ್ಧಿಗೆ ಯೋಜನೆಯನ್ನು ಅನುಷ್ಠಾನ ಮಾಡುವ ಉದ್ದೇಶದಿಂದ, ಅನುಷ್ಠಾನ ಮಾಡುವ ಏಜೆನ್ಸಿಗಳ ಆಯ್ಕೆಗೆ ಪ್ರಸ್ತಾವನೆ ಸಲ್ಲಿಸಬಹುದು. [6,1124,201,1190]
section-divider [625,578,945,579]
headline: “ಕೊಡಲ್ಲ ಅಂದ್ರು ಕೊಡಲ್ಲ” [73,48,301,78]
body-paragraph: ಬಳ್ಳಾರಿ: ಜಿಲ್ಲೆಯಲ್ಲಿ ಕೇಂದ್ರ ಸರ್ಕಾರದ ರಾಷ್ಟ್ರೀಯ ತೋಟಗಾರಿಕೆ ಮಂಡಳಿ ವತಿಯಿಂದ ಕ್ಲಸ್ಟರ್ ಅಭಿವೃದ್ಧಿ ಯೋಜನೆ ಅನುಷ್ಠಾನಕ್ಕಾಗಿ ಆಸಕ್ತ ಸಂಸ್ಥೆಗಳಿಂದ ಪ್ರಸ್ತಾವನೆಗಳನ್ನು ಆಹ್ವಾನಿಸಲಾಗಿದೆ. [6,1067,201,1120]
article-body [6,733,368,933]
article-cluster-development [6,1016,616,1460]
masthead-page-number: ಪುಟ-4 [900,18,931,33]
body-paragraph: ಕಾರ್ಯಕ್ರಮಗಳ ವಿವರ, ಅರ್ಹತೆ, ಸಲ್ಲಿಸಬೇಕಾದ ದಾಖಲೆಗಳು ಹಾಗೂ ವಿದ್ಯಾರ್ಥಿ ವೇತನಕ್ಕೆ ಸಂಬಂಧಿಸಿದ ಸರ್ಕಾರಿ ಆದೇಶಗಳ ಬಗ್ಗೆ ಮಾಹಿತಿಗಾಗಿ ವೆಬ್‌ಸೈಟ್: https://bcwd.karnataka.gov.in ಗೆ ಭೇಟಿ ನೀಡಬೇಕು. [6,503,182,569]
headline-part-blue: ಕ್ಲಸ್ಟರ್ ಅಭಿವೃದ್ಧಿ ಯೋಜನೆಗಳ ಅನುಷ್ಠಾನ: [71,1016,377,1042]
body-paragraph: ಜಗಜೀವನ್‌ರಾಮ್ ಚರ್ಮ ಕೈಗಾರಿಕಾ ಅಭಿವೃದ್ಧಿ ನಿಗಮದ ಅಧ್ಯಕ್ಷ ಮುಂಡರಗಿ ನಾಗರಾಜ, ಮಹಾನಗರ ಪಾಲಿಕೆಯ ಮಹಾಪೌರರಾದ ಪಿ.ಗಾದೆಪ್ಪ, ಬಳ್ಳಾರಿ ಕ್ಷೇತ್ರದ ಗಣ್ಯರು ಭಾಗವಹಿಸಲಿದ್ದಾರೆ ಎಂದು ಕನ್ನಡ ಮತ್ತು ಸಂಸ್ಕೃತಿ ಇಲಾಖೆಯ ಸಹಾಯಕ ನಿರ್ದೇಶಕರು ತಿಳಿಸಿದ್ದಾರೆ. [520,159,653,249]
article-false-info [6,638,368,1008]
